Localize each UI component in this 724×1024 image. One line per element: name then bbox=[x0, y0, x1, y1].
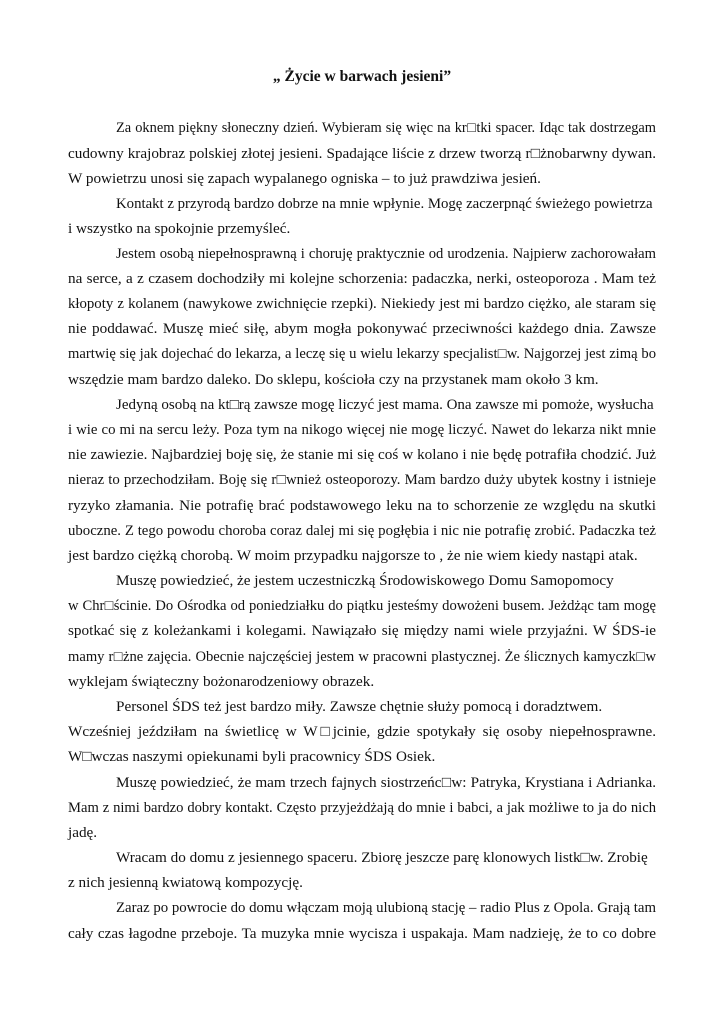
text-line: cudowny krajobraz polskiej złotej jesieni. Spadające liście z drzew tworzą r□żnobarwny dywan. bbox=[68, 145, 656, 162]
text-line: Kontakt z przyrodą bardzo dobrze na mnie wpłynie. Mogę zaczerpnąć świeżego powietrza bbox=[116, 196, 653, 212]
text-line: Za oknem piękny słoneczny dzień. Wybieram się więc na kr□tki spacer. Idąc tak dostrzegam bbox=[116, 120, 656, 136]
text-line: i wszystko na spokojnie przemyśleć. bbox=[68, 220, 291, 237]
text-line: Wcześniej jeździłam na świetlicę w W□jcinie, gdzie spotykały się osoby niepełnosprawne. bbox=[68, 723, 656, 740]
document-title: „ Życie w barwach jesieni” bbox=[272, 68, 452, 85]
text-line: nie zawiezie. Najbardziej boję się, że stanie mi się coś w kolano i nie będę potrafiła chodzić. Już bbox=[68, 446, 656, 463]
text-line: spotkać się z koleżankami i kolegami. Nawiązało się między nami wiele przyjaźni. W ŚDS-ie bbox=[68, 622, 656, 639]
text-line: jest bardzo ciężką chorobą. W moim przypadku najgorsze to , że nie wiem kiedy nastąpi atak. bbox=[68, 547, 638, 564]
text-line: Muszę powiedzieć, że mam trzech fajnych siostrzeńc□w: Patryka, Krystiana i Adrianka. bbox=[116, 774, 656, 791]
text-line: nieraz to przechodziłam. Boję się r□wnież osteoporozy. Mam bardzo duży ubytek kostny i istnieje bbox=[68, 472, 656, 488]
text-line: Wracam do domu z jesiennego spaceru. Zbiorę jeszcze parę klonowych listk□w. Zrobię bbox=[116, 849, 648, 866]
text-line: Jedyną osobą na kt□rą zawsze mogę liczyć jest mama. Ona zawsze mi pomoże, wysłucha bbox=[116, 397, 654, 413]
text-line: ryzyko złamania. Nie potrafię brać podstawowego leku na to schorzenie ze względu na skutki bbox=[68, 497, 656, 514]
text-line: Personel ŚDS też jest bardzo miły. Zawsze chętnie służy pomocą i doradztwem. bbox=[116, 698, 603, 715]
text-line: jadę. bbox=[68, 824, 98, 841]
text-line: W powietrzu unosi się zapach wypalanego ogniska – to już prawdziwa jesień. bbox=[68, 170, 541, 187]
text-line: Jestem osobą niepełnosprawną i choruję praktycznie od urodzenia. Najpierw zachorowałam bbox=[116, 246, 656, 262]
text-line: w Chr□ścinie. Do Ośrodka od poniedziałku do piątku jesteśmy dowożeni busem. Jeżdżąc tam mogę bbox=[68, 598, 656, 614]
text-line: wszędzie mam bardzo daleko. Do sklepu, kościoła czy na przystanek mam około 3 km. bbox=[68, 371, 599, 388]
text-line: W□wczas naszymi opiekunami byli pracownicy ŚDS Osiek. bbox=[68, 748, 436, 765]
text-line: uboczne. Z tego powodu choroba coraz dalej mi się pogłębia i nic nie potrafię zrobić. Padaczka też bbox=[68, 523, 656, 539]
text-line: cały czas łagodne przeboje. Ta muzyka mnie wycisza i uspakaja. Mam nadzieję, że to co dobre bbox=[68, 925, 656, 942]
text-line: z nich jesienną kwiatową kompozycję. bbox=[68, 874, 303, 891]
text-line: Zaraz po powrocie do domu włączam moją ulubioną stację – radio Plus z Opola. Grają tam bbox=[116, 900, 656, 916]
text-line: i wie co mi na sercu leży. Poza tym na nikogo więcej nie mogę liczyć. Nawet do lekarza nikt mnie bbox=[68, 422, 656, 438]
text-line: nie poddawać. Muszę mieć siłę, abym mogła pokonywać przeciwności każdego dnia. Zawsze bbox=[68, 320, 656, 337]
text-line: kłopoty z kolanem (nawykowe zwichnięcie rzepki). Niekiedy jest mi bardzo ciężko, ale staram się bbox=[68, 296, 656, 312]
text-line: martwię się jak dojechać do lekarza, a leczę się u wielu lekarzy specjalist□w. Najgorzej jest zimą bo bbox=[68, 346, 656, 362]
text-line: wyklejam świąteczny bożonarodzeniowy obrazek. bbox=[68, 673, 375, 690]
text-line: mamy r□żne zajęcia. Obecnie najczęściej jestem w pracowni plastycznej. Że ślicznych kamyczk□w bbox=[68, 649, 656, 665]
text-line: na serce, a z czasem dochodziły mi kolejne schorzenia: padaczka, nerki, osteoporoza . Mam też bbox=[68, 270, 656, 287]
text-line: Muszę powiedzieć, że jestem uczestniczką Środowiskowego Domu Samopomocy bbox=[116, 572, 614, 589]
text-line: Mam z nimi bardzo dobry kontakt. Często przyjeżdżają do mnie i babci, a jak możliwe to ja do nich bbox=[68, 800, 656, 816]
